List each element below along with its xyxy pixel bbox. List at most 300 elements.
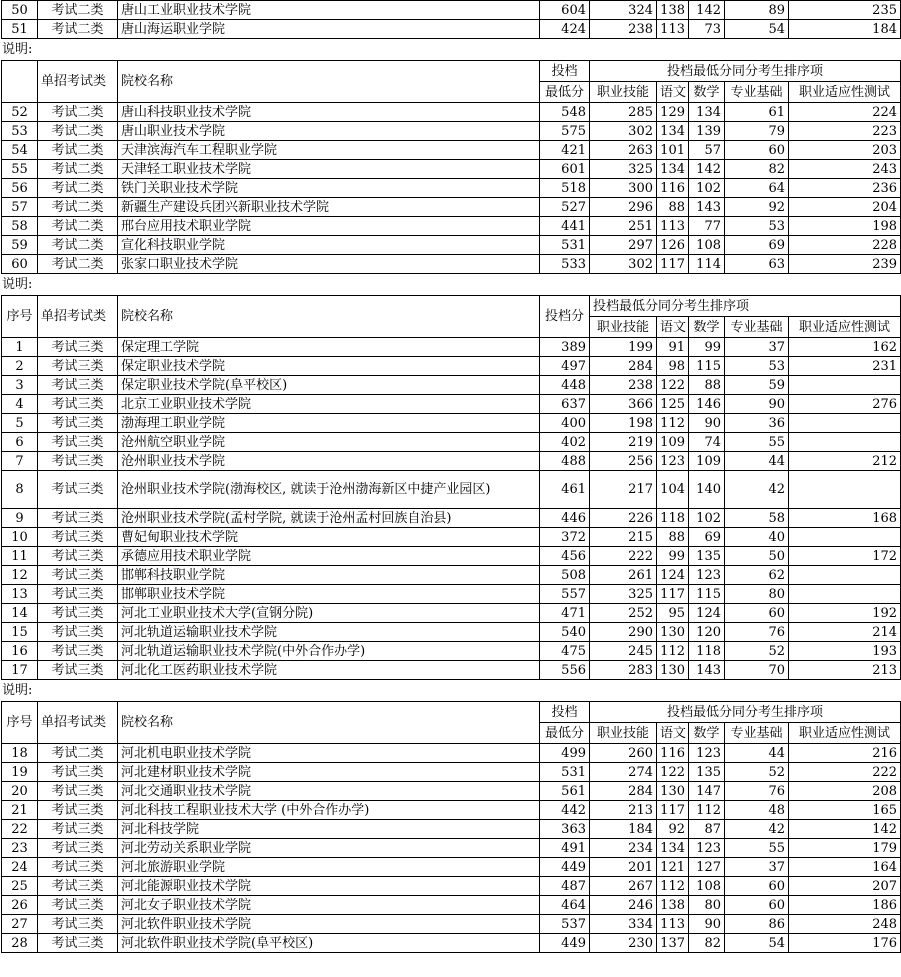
cell-major: 60 bbox=[725, 604, 789, 623]
cell-major: 53 bbox=[725, 357, 789, 376]
cell-school: 新疆生产建设兵团兴新职业技术学院 bbox=[118, 198, 540, 217]
cell-category: 考试二类 bbox=[38, 236, 118, 255]
cell-major: 37 bbox=[725, 338, 789, 357]
cell-score: 531 bbox=[540, 236, 590, 255]
cell-skill: 252 bbox=[590, 604, 657, 623]
cell-category: 考试二类 bbox=[38, 744, 118, 763]
cell-category: 考试三类 bbox=[38, 623, 118, 642]
table-row bbox=[2, 642, 901, 661]
cell-category: 考试三类 bbox=[38, 915, 118, 934]
cell-score: 637 bbox=[540, 395, 590, 414]
cell-seq: 18 bbox=[2, 744, 38, 763]
cell-score: 561 bbox=[540, 782, 590, 801]
cell-chinese: 88 bbox=[657, 528, 689, 547]
cell-skill: 260 bbox=[590, 744, 657, 763]
cell-math: 82 bbox=[689, 934, 725, 953]
cell-major: 61 bbox=[725, 103, 789, 122]
cell-math: 73 bbox=[689, 20, 725, 39]
cell-category: 考试三类 bbox=[38, 820, 118, 839]
cell-school: 河北旅游职业学院 bbox=[118, 858, 540, 877]
cell-math: 120 bbox=[689, 623, 725, 642]
cell-skill: 366 bbox=[590, 395, 657, 414]
cell-category: 考试三类 bbox=[38, 528, 118, 547]
cell-skill: 222 bbox=[590, 547, 657, 566]
cell-major: 76 bbox=[725, 623, 789, 642]
cell-math: 142 bbox=[689, 1, 725, 20]
table-section-1 bbox=[1, 0, 901, 39]
cell-math: 90 bbox=[689, 414, 725, 433]
cell-school: 邯郸职业技术学院 bbox=[118, 585, 540, 604]
table-row bbox=[2, 528, 901, 547]
cell-skill: 246 bbox=[590, 896, 657, 915]
cell-score: 548 bbox=[540, 103, 590, 122]
cell-school: 邢台应用技术职业学院 bbox=[118, 217, 540, 236]
cell-chinese: 130 bbox=[657, 782, 689, 801]
cell-school: 曹妃甸职业技术学院 bbox=[118, 528, 540, 547]
cell-chinese: 126 bbox=[657, 236, 689, 255]
table-section-4 bbox=[1, 701, 901, 953]
cell-score: 402 bbox=[540, 433, 590, 452]
cell-math: 134 bbox=[689, 103, 725, 122]
cell-major: 58 bbox=[725, 509, 789, 528]
cell-math: 109 bbox=[689, 452, 725, 471]
cell-school: 河北软件职业技术学院 bbox=[118, 915, 540, 934]
cell-seq: 13 bbox=[2, 585, 38, 604]
cell-chinese: 138 bbox=[657, 896, 689, 915]
cell-score: 499 bbox=[540, 744, 590, 763]
cell-skill: 201 bbox=[590, 858, 657, 877]
cell-school: 铁门关职业技术学院 bbox=[118, 179, 540, 198]
cell-school: 沧州职业技术学院(渤海校区, 就读于沧州渤海新区中捷产业园区) bbox=[118, 471, 540, 509]
table-row bbox=[2, 1, 901, 20]
table-section-3 bbox=[1, 295, 901, 680]
cell-aptitude: 236 bbox=[789, 179, 901, 198]
cell-school: 天津滨海汽车工程职业学院 bbox=[118, 141, 540, 160]
cell-school: 宣化科技职业学院 bbox=[118, 236, 540, 255]
cell-score: 518 bbox=[540, 179, 590, 198]
cell-math: 124 bbox=[689, 604, 725, 623]
cell-aptitude: 168 bbox=[789, 509, 901, 528]
cell-aptitude: 162 bbox=[789, 338, 901, 357]
cell-major: 48 bbox=[725, 801, 789, 820]
cell-major: 44 bbox=[725, 744, 789, 763]
cell-major: 54 bbox=[725, 20, 789, 39]
cell-seq: 3 bbox=[2, 376, 38, 395]
cell-seq: 19 bbox=[2, 763, 38, 782]
section-3-body bbox=[2, 338, 901, 680]
header-seq: 序号 bbox=[2, 702, 38, 744]
cell-seq: 9 bbox=[2, 509, 38, 528]
cell-major: 64 bbox=[725, 179, 789, 198]
cell-category: 考试三类 bbox=[38, 896, 118, 915]
cell-major: 42 bbox=[725, 820, 789, 839]
cell-seq: 55 bbox=[2, 160, 38, 179]
table-row bbox=[2, 452, 901, 471]
table-row bbox=[2, 915, 901, 934]
cell-math: 143 bbox=[689, 198, 725, 217]
cell-school: 河北女子职业技术学院 bbox=[118, 896, 540, 915]
cell-school: 沧州职业技术学院 bbox=[118, 452, 540, 471]
cell-aptitude bbox=[789, 376, 901, 395]
section-4-body bbox=[2, 744, 901, 953]
cell-school: 天津轻工职业技术学院 bbox=[118, 160, 540, 179]
cell-skill: 290 bbox=[590, 623, 657, 642]
cell-school: 河北机电职业技术学院 bbox=[118, 744, 540, 763]
cell-skill: 199 bbox=[590, 338, 657, 357]
cell-category: 考试三类 bbox=[38, 839, 118, 858]
cell-category: 考试三类 bbox=[38, 338, 118, 357]
cell-score: 421 bbox=[540, 141, 590, 160]
cell-aptitude: 212 bbox=[789, 452, 901, 471]
cell-seq: 21 bbox=[2, 801, 38, 820]
cell-skill: 261 bbox=[590, 566, 657, 585]
header-aptitude: 职业适应性测试 bbox=[789, 723, 901, 744]
cell-major: 92 bbox=[725, 198, 789, 217]
section-2-body bbox=[2, 103, 901, 274]
header-school: 院校名称 bbox=[118, 296, 540, 338]
cell-math: 118 bbox=[689, 642, 725, 661]
cell-category: 考试二类 bbox=[38, 20, 118, 39]
table-row bbox=[2, 566, 901, 585]
cell-score: 464 bbox=[540, 896, 590, 915]
cell-math: 88 bbox=[689, 376, 725, 395]
cell-chinese: 113 bbox=[657, 915, 689, 934]
cell-seq: 24 bbox=[2, 858, 38, 877]
table-row bbox=[2, 376, 901, 395]
cell-math: 123 bbox=[689, 744, 725, 763]
cell-score: 449 bbox=[540, 858, 590, 877]
cell-math: 139 bbox=[689, 122, 725, 141]
table-row bbox=[2, 896, 901, 915]
cell-major: 54 bbox=[725, 934, 789, 953]
cell-math: 135 bbox=[689, 547, 725, 566]
cell-skill: 334 bbox=[590, 915, 657, 934]
cell-aptitude: 184 bbox=[789, 20, 901, 39]
cell-score: 575 bbox=[540, 122, 590, 141]
cell-seq: 12 bbox=[2, 566, 38, 585]
header-seq bbox=[2, 61, 38, 103]
cell-category: 考试二类 bbox=[38, 1, 118, 20]
cell-major: 55 bbox=[725, 433, 789, 452]
cell-category: 考试三类 bbox=[38, 763, 118, 782]
cell-major: 60 bbox=[725, 896, 789, 915]
cell-skill: 251 bbox=[590, 217, 657, 236]
cell-chinese: 129 bbox=[657, 103, 689, 122]
cell-aptitude: 248 bbox=[789, 915, 901, 934]
cell-chinese: 109 bbox=[657, 433, 689, 452]
cell-seq: 27 bbox=[2, 915, 38, 934]
table-row bbox=[2, 122, 901, 141]
cell-chinese: 134 bbox=[657, 122, 689, 141]
cell-category: 考试三类 bbox=[38, 376, 118, 395]
header-score-line1: 投档 bbox=[540, 61, 590, 82]
cell-category: 考试三类 bbox=[38, 509, 118, 528]
cell-aptitude: 164 bbox=[789, 858, 901, 877]
cell-score: 461 bbox=[540, 471, 590, 509]
cell-chinese: 134 bbox=[657, 160, 689, 179]
cell-aptitude: 223 bbox=[789, 122, 901, 141]
cell-aptitude: 165 bbox=[789, 801, 901, 820]
cell-major: 62 bbox=[725, 566, 789, 585]
cell-category: 考试二类 bbox=[38, 179, 118, 198]
cell-chinese: 124 bbox=[657, 566, 689, 585]
cell-aptitude: 214 bbox=[789, 623, 901, 642]
cell-skill: 325 bbox=[590, 585, 657, 604]
cell-chinese: 98 bbox=[657, 357, 689, 376]
cell-math: 108 bbox=[689, 877, 725, 896]
cell-major: 55 bbox=[725, 839, 789, 858]
cell-aptitude: 231 bbox=[789, 357, 901, 376]
cell-math: 99 bbox=[689, 338, 725, 357]
cell-chinese: 88 bbox=[657, 198, 689, 217]
table-row bbox=[2, 357, 901, 376]
cell-school: 北京工业职业技术学院 bbox=[118, 395, 540, 414]
cell-score: 442 bbox=[540, 801, 590, 820]
table-row bbox=[2, 198, 901, 217]
cell-seq: 4 bbox=[2, 395, 38, 414]
cell-seq: 23 bbox=[2, 839, 38, 858]
cell-major: 80 bbox=[725, 585, 789, 604]
cell-aptitude: 243 bbox=[789, 160, 901, 179]
cell-category: 考试三类 bbox=[38, 782, 118, 801]
cell-school: 河北劳动关系职业学院 bbox=[118, 839, 540, 858]
cell-chinese: 112 bbox=[657, 414, 689, 433]
cell-school: 河北轨道运输职业技术学院(中外合作办学) bbox=[118, 642, 540, 661]
header-school: 院校名称 bbox=[118, 702, 540, 744]
cell-skill: 267 bbox=[590, 877, 657, 896]
cell-category: 考试二类 bbox=[38, 141, 118, 160]
cell-school: 河北轨道运输职业技术学院 bbox=[118, 623, 540, 642]
cell-category: 考试二类 bbox=[38, 103, 118, 122]
header-school: 院校名称 bbox=[118, 61, 540, 103]
cell-score: 537 bbox=[540, 915, 590, 934]
cell-skill: 324 bbox=[590, 1, 657, 20]
cell-chinese: 116 bbox=[657, 179, 689, 198]
table-row bbox=[2, 763, 901, 782]
cell-skill: 300 bbox=[590, 179, 657, 198]
cell-major: 63 bbox=[725, 255, 789, 274]
cell-school: 河北交通职业技术学院 bbox=[118, 782, 540, 801]
cell-category: 考试三类 bbox=[38, 395, 118, 414]
cell-major: 60 bbox=[725, 877, 789, 896]
cell-school: 保定职业技术学院 bbox=[118, 357, 540, 376]
cell-category: 考试三类 bbox=[38, 452, 118, 471]
cell-aptitude bbox=[789, 566, 901, 585]
cell-major: 59 bbox=[725, 376, 789, 395]
cell-aptitude bbox=[789, 433, 901, 452]
table-row bbox=[2, 801, 901, 820]
cell-math: 135 bbox=[689, 763, 725, 782]
table-section-2 bbox=[1, 60, 901, 274]
cell-score: 424 bbox=[540, 20, 590, 39]
cell-math: 102 bbox=[689, 509, 725, 528]
cell-aptitude: 235 bbox=[789, 1, 901, 20]
table-row bbox=[2, 103, 901, 122]
cell-seq: 2 bbox=[2, 357, 38, 376]
cell-math: 143 bbox=[689, 661, 725, 680]
cell-school: 渤海理工职业学院 bbox=[118, 414, 540, 433]
cell-score: 531 bbox=[540, 763, 590, 782]
cell-score: 448 bbox=[540, 376, 590, 395]
header-math: 数学 bbox=[689, 723, 725, 744]
cell-chinese: 130 bbox=[657, 661, 689, 680]
table-row bbox=[2, 236, 901, 255]
cell-chinese: 137 bbox=[657, 934, 689, 953]
cell-math: 127 bbox=[689, 858, 725, 877]
cell-chinese: 118 bbox=[657, 509, 689, 528]
cell-major: 36 bbox=[725, 414, 789, 433]
cell-skill: 213 bbox=[590, 801, 657, 820]
cell-major: 82 bbox=[725, 160, 789, 179]
cell-seq: 8 bbox=[2, 471, 38, 509]
cell-skill: 296 bbox=[590, 198, 657, 217]
cell-seq: 60 bbox=[2, 255, 38, 274]
cell-chinese: 125 bbox=[657, 395, 689, 414]
cell-seq: 11 bbox=[2, 547, 38, 566]
cell-school: 河北建材职业技术学院 bbox=[118, 763, 540, 782]
section-1-body bbox=[2, 1, 901, 39]
table-row bbox=[2, 509, 901, 528]
cell-aptitude: 239 bbox=[789, 255, 901, 274]
cell-seq: 26 bbox=[2, 896, 38, 915]
cell-skill: 184 bbox=[590, 820, 657, 839]
table-row bbox=[2, 934, 901, 953]
cell-aptitude: 204 bbox=[789, 198, 901, 217]
cell-seq: 57 bbox=[2, 198, 38, 217]
cell-aptitude: 228 bbox=[789, 236, 901, 255]
cell-category: 考试二类 bbox=[38, 160, 118, 179]
cell-aptitude: 222 bbox=[789, 763, 901, 782]
table-row bbox=[2, 141, 901, 160]
cell-chinese: 91 bbox=[657, 338, 689, 357]
cell-aptitude: 276 bbox=[789, 395, 901, 414]
cell-major: 76 bbox=[725, 782, 789, 801]
cell-score: 488 bbox=[540, 452, 590, 471]
cell-math: 90 bbox=[689, 915, 725, 934]
cell-school: 河北科技学院 bbox=[118, 820, 540, 839]
cell-math: 87 bbox=[689, 820, 725, 839]
cell-math: 142 bbox=[689, 160, 725, 179]
cell-major: 40 bbox=[725, 528, 789, 547]
cell-score: 497 bbox=[540, 357, 590, 376]
cell-skill: 226 bbox=[590, 509, 657, 528]
cell-aptitude: 213 bbox=[789, 661, 901, 680]
cell-seq: 59 bbox=[2, 236, 38, 255]
cell-school: 保定职业技术学院(阜平校区) bbox=[118, 376, 540, 395]
cell-aptitude bbox=[789, 471, 901, 509]
header-rank-group: 投档最低分同分考生排序项 bbox=[590, 61, 901, 82]
table-row bbox=[2, 160, 901, 179]
table-row bbox=[2, 623, 901, 642]
cell-school: 张家口职业技术学院 bbox=[118, 255, 540, 274]
cell-skill: 302 bbox=[590, 122, 657, 141]
cell-score: 601 bbox=[540, 160, 590, 179]
table-row bbox=[2, 782, 901, 801]
cell-seq: 15 bbox=[2, 623, 38, 642]
header-score-line2: 最低分 bbox=[540, 82, 590, 103]
cell-skill: 215 bbox=[590, 528, 657, 547]
cell-school: 河北科技工程职业技术大学 (中外合作办学) bbox=[118, 801, 540, 820]
cell-category: 考试三类 bbox=[38, 642, 118, 661]
cell-school: 邯郸科技职业学院 bbox=[118, 566, 540, 585]
cell-school: 沧州职业技术学院(孟村学院, 就读于沧州孟村回族自治县) bbox=[118, 509, 540, 528]
header-major: 专业基础 bbox=[725, 723, 789, 744]
cell-skill: 256 bbox=[590, 452, 657, 471]
cell-score: 475 bbox=[540, 642, 590, 661]
table-row bbox=[2, 179, 901, 198]
table-row bbox=[2, 877, 901, 896]
cell-school: 承德应用技术职业学院 bbox=[118, 547, 540, 566]
cell-score: 556 bbox=[540, 661, 590, 680]
cell-skill: 263 bbox=[590, 141, 657, 160]
cell-category: 考试三类 bbox=[38, 858, 118, 877]
cell-category: 考试三类 bbox=[38, 547, 118, 566]
cell-major: 89 bbox=[725, 1, 789, 20]
cell-score: 491 bbox=[540, 839, 590, 858]
table-row bbox=[2, 547, 901, 566]
header-score-line2: 最低分 bbox=[540, 723, 590, 744]
cell-chinese: 123 bbox=[657, 452, 689, 471]
cell-chinese: 138 bbox=[657, 1, 689, 20]
header-major: 专业基础 bbox=[725, 317, 789, 338]
cell-category: 考试三类 bbox=[38, 357, 118, 376]
header-skill: 职业技能 bbox=[590, 723, 657, 744]
cell-major: 53 bbox=[725, 217, 789, 236]
cell-school: 唐山海运职业学院 bbox=[118, 20, 540, 39]
cell-aptitude: 186 bbox=[789, 896, 901, 915]
cell-skill: 230 bbox=[590, 934, 657, 953]
cell-seq: 56 bbox=[2, 179, 38, 198]
cell-math: 115 bbox=[689, 585, 725, 604]
header-category: 单招考试类 bbox=[38, 296, 118, 338]
cell-chinese: 112 bbox=[657, 877, 689, 896]
cell-aptitude bbox=[789, 414, 901, 433]
cell-math: 77 bbox=[689, 217, 725, 236]
header-seq: 序号 bbox=[2, 296, 38, 338]
cell-school: 唐山工业职业技术学院 bbox=[118, 1, 540, 20]
header-math: 数学 bbox=[689, 317, 725, 338]
cell-score: 533 bbox=[540, 255, 590, 274]
cell-major: 52 bbox=[725, 763, 789, 782]
cell-score: 471 bbox=[540, 604, 590, 623]
cell-math: 112 bbox=[689, 801, 725, 820]
cell-chinese: 130 bbox=[657, 623, 689, 642]
table-row bbox=[2, 585, 901, 604]
cell-school: 唐山科技职业技术学院 bbox=[118, 103, 540, 122]
cell-chinese: 122 bbox=[657, 376, 689, 395]
cell-math: 108 bbox=[689, 236, 725, 255]
cell-seq: 6 bbox=[2, 433, 38, 452]
cell-aptitude: 179 bbox=[789, 839, 901, 858]
cell-aptitude: 192 bbox=[789, 604, 901, 623]
cell-aptitude bbox=[789, 585, 901, 604]
cell-chinese: 95 bbox=[657, 604, 689, 623]
cell-school: 河北软件职业技术学院(阜平校区) bbox=[118, 934, 540, 953]
header-category: 单招考试类 bbox=[38, 702, 118, 744]
cell-seq: 50 bbox=[2, 1, 38, 20]
cell-school: 唐山职业技术学院 bbox=[118, 122, 540, 141]
cell-skill: 297 bbox=[590, 236, 657, 255]
cell-category: 考试二类 bbox=[38, 198, 118, 217]
cell-category: 考试二类 bbox=[38, 255, 118, 274]
cell-category: 考试三类 bbox=[38, 877, 118, 896]
cell-seq: 10 bbox=[2, 528, 38, 547]
cell-math: 102 bbox=[689, 179, 725, 198]
cell-score: 508 bbox=[540, 566, 590, 585]
cell-score: 400 bbox=[540, 414, 590, 433]
cell-math: 114 bbox=[689, 255, 725, 274]
header-chinese: 语文 bbox=[657, 317, 689, 338]
